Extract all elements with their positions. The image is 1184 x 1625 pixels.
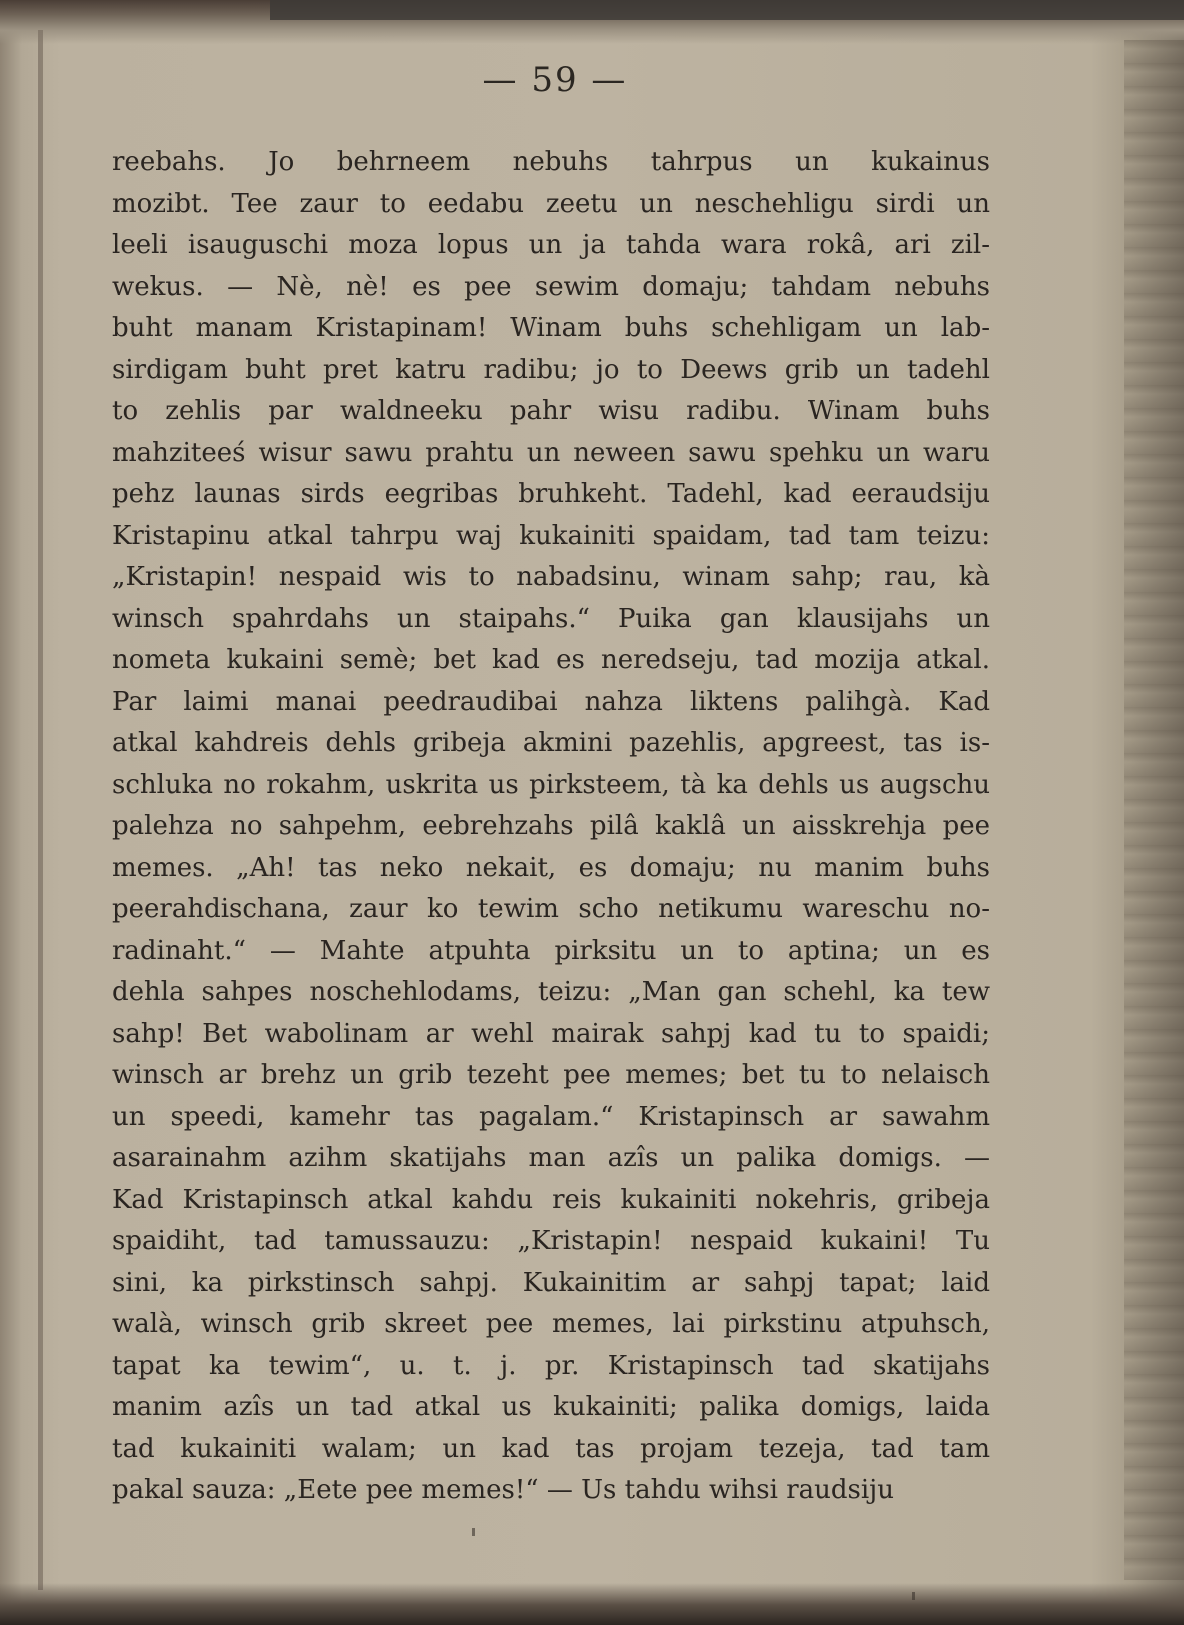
text-line: manim azîs un tad atkal us kukainiti; palika domigs, laida — [112, 1392, 990, 1422]
paper-speck — [472, 1528, 475, 1536]
text-line: Kristapinu atkal tahrpu waj kukainiti spaidam, tad tam teizu: — [112, 520, 990, 551]
text-line: leeli isauguschi moza lopus un ja tahda wara rokâ, ari zil- — [112, 230, 990, 260]
text-line: winsch spahrdahs un staipahs.“ Puika gan klausijahs un — [112, 603, 990, 634]
text-line: schluka no rokahm, uskrita us pirksteem, tà ka dehls us augschu — [112, 769, 990, 800]
text-line: walà, winsch grib skreet pee memes, lai pirkstinu atpuhsch, — [112, 1309, 990, 1339]
text-line: winsch ar brehz un grib tezeht pee memes; bet tu to nelaisch — [112, 1060, 990, 1090]
text-line: tapat ka tewim“, u. t. j. pr. Kristapinsch tad skatijahs — [112, 1350, 990, 1381]
text-line: peerahdischana, zaur ko tewim scho netikumu wareschu no- — [112, 894, 990, 924]
text-line: radinaht.“ — Mahte atpuhta pirksitu un to aptina; un es — [112, 935, 990, 966]
text-line: un speedi, kamehr tas pagalam.“ Kristapinsch ar sawahm — [112, 1101, 990, 1132]
text-line: wekus. — Nè, nè! es pee sewim domaju; tahdam nebuhs — [112, 271, 990, 302]
text-line: sahp! Bet wabolinam ar wehl mairak sahpj kad tu to spaidi; — [112, 1018, 990, 1049]
text-line: sirdigam buht pret katru radibu; jo to Deews grib un tadehl — [112, 354, 990, 385]
text-line: Kad Kristapinsch atkal kahdu reis kukainiti nokehris, gribeja — [112, 1184, 990, 1215]
text-line: tad kukainiti walam; un kad tas projam tezeja, tad tam — [112, 1433, 990, 1464]
text-line: buht manam Kristapinam! Winam buhs schehligam un lab- — [112, 313, 990, 343]
text-line: dehla sahpes noschehlodams, teizu: „Man gan schehl, ka tew — [112, 977, 990, 1007]
text-line: pakal sauza: „Eete pee memes!“ — Us tahdu wihsi raudsiju — [112, 1475, 894, 1505]
text-line: Par laimi manai peedraudibai nahza liktens palihgà. Kad — [112, 686, 990, 717]
page-bottom-shadow — [0, 1583, 1184, 1625]
text-line: to zehlis par waldneeku pahr wisu radibu. Winam buhs — [112, 396, 990, 426]
text-line: nometa kukaini semè; bet kad es neredseju, tad mozija atkal. — [112, 645, 990, 675]
text-line: asarainahm azihm skatijahs man azîs un palika domigs. — — [112, 1143, 990, 1173]
facing-page-bleed — [1124, 40, 1184, 1580]
text-line: spaidiht, tad tamussauzu: „Kristapin! nespaid kukaini! Tu — [112, 1226, 990, 1256]
body-text — [112, 142, 990, 1512]
paper-speck — [912, 1592, 915, 1600]
text-line: „Kristapin! nespaid wis to nabadsinu, winam sahp; rau, kà — [112, 562, 990, 592]
page-number: — 59 — — [482, 60, 628, 100]
text-line: memes. „Ah! tas neko nekait, es domaju; nu manim buhs — [112, 852, 990, 883]
text-line: atkal kahdreis dehls gribeja akmini pazehlis, apgreest, tas is- — [112, 728, 990, 758]
text-line: sini, ka pirkstinsch sahpj. Kukainitim ar sahpj tapat; laid — [112, 1267, 990, 1298]
text-line: mozibt. Tee zaur to eedabu zeetu un neschehligu sirdi un — [112, 188, 990, 219]
text-line: pehz launas sirds eegribas bruhkeht. Tadehl, kad eeraudsiju — [112, 479, 990, 509]
binding-edge — [270, 0, 1184, 20]
text-line: palehza no sahpehm, eebrehzahs pilâ kaklâ un aisskrehja pee — [112, 811, 990, 841]
gutter-line — [38, 30, 43, 1590]
text-line: reebahs. Jo behrneem nebuhs tahrpus un kukainus — [112, 147, 990, 177]
text-line: mahziteeś wisur sawu prahtu un neween sawu spehku un waru — [112, 437, 990, 468]
